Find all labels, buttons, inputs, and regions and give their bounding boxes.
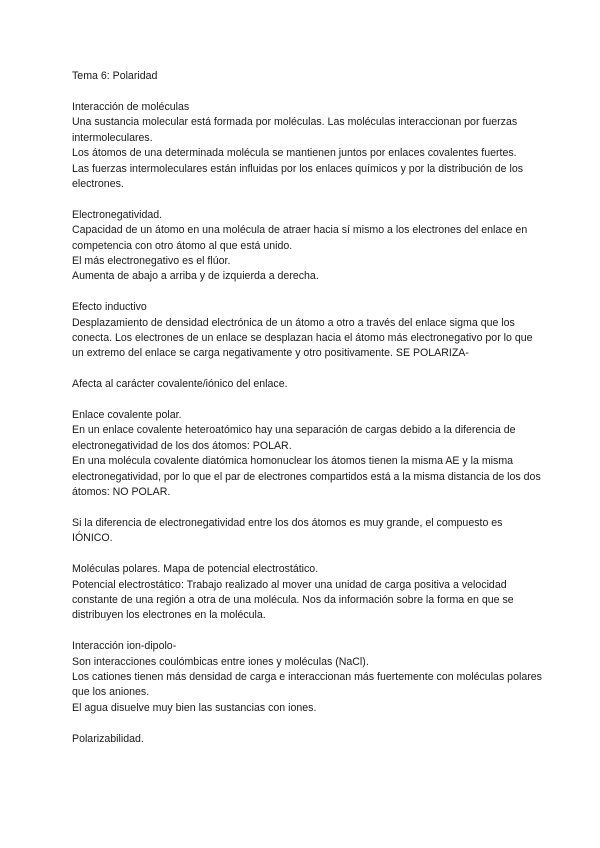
- section-heading: Moléculas polares. Mapa de potencial electrostático.: [72, 563, 319, 576]
- section-interaccion-moleculas: [72, 100, 542, 192]
- section-ion-dipolo: [72, 639, 542, 716]
- section-heading: Efecto inductivo: [72, 301, 147, 314]
- document-page: [72, 69, 542, 762]
- section-heading: Interacción ion-dipolo-: [72, 640, 177, 653]
- section-caracter-enlace: [72, 377, 542, 392]
- paragraph: En una molécula covalente diatómica homonuclear los átomos tienen la misma AE y la misma electronegatividad, por lo que el par de electrones compartidos está a la misma distancia de los dos átomos: NO POLAR.: [72, 455, 541, 499]
- section-polarizabilidad: [72, 732, 542, 747]
- paragraph: Son interacciones coulómbicas entre iones y moléculas (NaCl).: [72, 655, 369, 668]
- document-title: Tema 6: Polaridad: [72, 70, 158, 82]
- paragraph: Las fuerzas intermoleculares están influidas por los enlaces químicos y por la distribución de los electrones.: [72, 162, 524, 191]
- section-moleculas-polares: [72, 562, 542, 624]
- section-heading: Enlace covalente polar.: [72, 409, 182, 422]
- paragraph: Desplazamiento de densidad electrónica de un átomo a otro a través del enlace sigma que los conecta. Los electrones de un enlace se desplazan hacia el átomo más electronegativo por lo que un extremo del enlace se carga negativamente y otro positivamente. SE POLARIZA-: [72, 316, 533, 360]
- section-heading: Polarizabilidad.: [72, 732, 144, 745]
- section-heading: Interacción de moléculas: [72, 101, 190, 113]
- paragraph: El agua disuelve muy bien las sustancias con iones.: [72, 701, 317, 714]
- paragraph: Capacidad de un átomo en una molécula de atraer hacia sí mismo a los electrones del enlace en competencia con otro átomo al que está unido.: [72, 224, 528, 252]
- section-enlace-covalente-polar: [72, 408, 542, 500]
- paragraph: En un enlace covalente heteroatómico hay una separación de cargas debido a la diferencia de electronegatividad de los dos átomos: POLAR.: [72, 424, 516, 452]
- section-efecto-inductivo: [72, 300, 542, 362]
- paragraph: El más electronegativo es el flúor.: [72, 255, 231, 268]
- paragraph: Potencial electrostático: Trabajo realizado al mover una unidad de carga positiva a velocidad constante de una región a otra de una molécula. Nos da información sobre la forma en que se distribuyen los electrones en la molécula.: [72, 578, 514, 622]
- paragraph: Los cationes tienen más densidad de carga e interaccionan más fuertemente con moléculas polares que los aniones.: [72, 670, 542, 699]
- section-heading: Electronegatividad.: [72, 208, 163, 221]
- section-ionico: [72, 516, 542, 547]
- paragraph: Si la diferencia de electronegatividad entre los dos átomos es muy grande, el compuesto es IÓNICO.: [72, 516, 503, 545]
- paragraph: Afecta al carácter covalente/iónico del enlace.: [72, 378, 288, 391]
- paragraph: Una sustancia molecular está formada por moléculas. Las moléculas interaccionan por fuerzas intermoleculares.: [72, 116, 518, 144]
- paragraph: Aumenta de abajo a arriba y de izquierda a derecha.: [72, 270, 319, 283]
- paragraph: Los átomos de una determinada molécula se mantienen juntos por enlaces covalentes fuertes.: [72, 147, 517, 160]
- section-electronegatividad: [72, 208, 542, 285]
